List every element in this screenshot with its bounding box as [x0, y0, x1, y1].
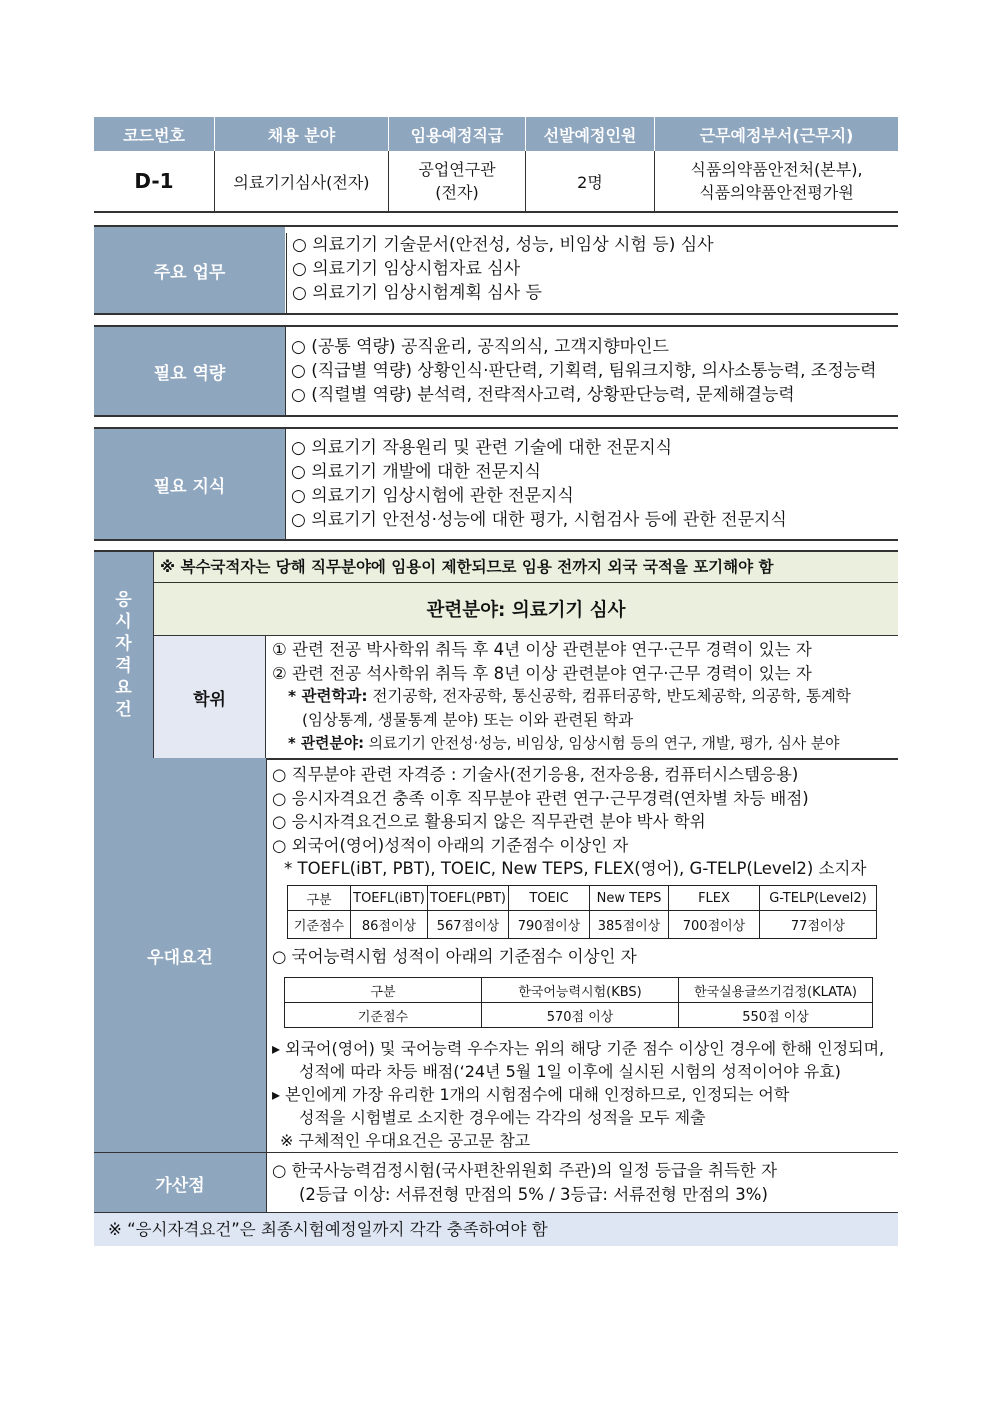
note-line: ※ 구체적인 우대요건은 공고문 참고: [280, 1131, 531, 1150]
divider: [285, 327, 286, 415]
preference-item: ○ 외국어(영어)성적이 아래의 기준점수 이상인 자: [272, 835, 629, 855]
knowledge-label: 필요 지식: [94, 429, 285, 539]
note-line: 성적을 시험별로 소지한 경우에는 각각의 성적을 모두 제출: [299, 1108, 706, 1127]
side-char: 시: [115, 612, 132, 632]
position-header-table: [94, 117, 898, 213]
col-header-headcount: 선발예정인원: [526, 117, 654, 151]
korean-item: ○ 국어능력시험 성적이 아래의 기준점수 이상인 자: [272, 947, 637, 966]
grade-value: [389, 151, 525, 211]
knowledge-content: [286, 436, 787, 532]
duties-label: 주요 업무: [94, 227, 285, 313]
note-line: ▸ 외국어(영어) 및 국어능력 우수자는 위의 해당 기준 점수 이상인 경우에 한해 인정되며,: [272, 1039, 885, 1058]
preference-item: ○ 응시자격요건 충족 이후 직무분야 관련 연구·근무경력(연차별 차등 배점): [272, 788, 809, 808]
duties-section: [94, 225, 898, 315]
related-field-title: 관련분야: 의료기기 심사: [154, 583, 898, 635]
related-depts-prefix: * 관련학과:: [288, 687, 368, 705]
divider: [654, 151, 655, 211]
knowledge-item: ○ 의료기기 작용원리 및 관련 기술에 대한 전문지식: [291, 438, 673, 458]
eng-header: TOEFL(PBT): [428, 886, 509, 911]
related-depts-cont: (임상통계, 생물통계 분야) 또는 이와 관련된 학과: [302, 710, 634, 729]
english-score-table: [287, 885, 877, 939]
code-value: D-1: [134, 169, 174, 193]
preference-content: [272, 763, 866, 881]
toefl-note: * TOEFL(iBT, PBT), TOEIC, New TEPS, FLEX(영어), G-TELP(Level2) 소지자: [284, 859, 867, 878]
side-char: 자: [115, 634, 132, 654]
related-fields-text: 의료기기 안전성·성능, 비임상, 임상시험 등의 연구, 개발, 평가, 심사 분야: [363, 735, 840, 752]
competency-item: ○ (직급별 역량) 상황인식·판단력, 기획력, 팀워크지향, 의사소통능력, 조정능력: [291, 361, 877, 381]
competency-content: [286, 335, 877, 407]
duty-item: ○ 의료기기 임상시험계획 심사 등: [292, 283, 542, 303]
bonus-content: [272, 1159, 777, 1207]
dept-line-1: 식품의약품안전처(본부),: [690, 160, 863, 179]
bonus-line: (2등급 이상: 서류전형 만점의 5% / 3등급: 서류전형 만점의 3%): [299, 1185, 768, 1204]
duty-item: ○ 의료기기 임상시험자료 심사: [292, 259, 521, 279]
col-header-code: 코드번호: [94, 117, 214, 151]
duty-item: ○ 의료기기 기술문서(안전성, 성능, 비임상 시험 등) 심사: [292, 235, 714, 255]
preference-item: ○ 직무분야 관련 자격증 : 기술사(전기응용, 전자응용, 컴퓨터시스템응용): [272, 765, 799, 784]
duties-content: [286, 233, 714, 313]
eng-header: FLEX: [669, 886, 760, 911]
bonus-label: 가산점: [94, 1153, 266, 1213]
side-char: 건: [115, 700, 132, 720]
eng-header: G-TELP(Level2): [760, 886, 877, 911]
related-depts: [272, 685, 851, 709]
eng-cell: 86점이상: [351, 911, 428, 939]
competency-label: 필요 역량: [94, 327, 285, 415]
knowledge-item: ○ 의료기기 개발에 대한 전문지식: [291, 462, 541, 482]
eng-cell: 700점이상: [669, 911, 760, 939]
eng-cell: 385점이상: [590, 911, 669, 939]
footer-note: ※ “응시자격요건”은 최종시험예정일까지 각각 충족하여야 함: [94, 1213, 898, 1246]
related-fields: [272, 732, 851, 756]
knowledge-section: [94, 427, 898, 541]
bonus-section: [94, 1153, 898, 1213]
related-fields-prefix: * 관련분야:: [288, 735, 364, 752]
preference-label: 우대요건: [94, 758, 266, 1153]
note-line: ▸ 본인에게 가장 유리한 1개의 시험점수에 대해 인정하므로, 인정되는 어학: [272, 1085, 790, 1104]
eng-header: TOEIC: [509, 886, 590, 911]
bonus-line: ○ 한국사능력검정시험(국사편찬위원회 주관)의 일정 등급을 취득한 자: [272, 1161, 778, 1180]
divider: [266, 1153, 267, 1213]
knowledge-item: ○ 의료기기 안전성·성능에 대한 평가, 시험검사 등에 관한 전문지식: [291, 510, 787, 530]
degree-content: [272, 638, 851, 756]
col-header-field: 채용 분야: [215, 117, 388, 151]
grade-line-2: (전자): [435, 183, 479, 202]
eng-cell: 567점이상: [428, 911, 509, 939]
grade-line-1: 공업연구관: [418, 160, 496, 179]
dept-line-2: 식품의약품안전평가원: [699, 183, 854, 202]
divider: [265, 636, 266, 758]
kor-cell: 550점 이상: [679, 1003, 873, 1028]
competency-section: [94, 325, 898, 417]
preference-notes: [272, 1037, 884, 1152]
divider: [94, 211, 898, 213]
eng-header: TOEFL(iBT): [351, 886, 428, 911]
preference-section: [94, 758, 898, 1153]
qualification-section: [94, 550, 898, 758]
field-value: 의료기기심사(전자): [233, 172, 370, 192]
side-char: 요: [115, 678, 132, 698]
related-depts-text: 전기공학, 전자공학, 통신공학, 컴퓨터공학, 반도체공학, 의공학, 통계학: [367, 687, 851, 705]
side-char: 응: [115, 590, 132, 610]
competency-item: ○ (공통 역량) 공직윤리, 공직의식, 고객지향마인드: [291, 337, 669, 357]
korean-score-table: [284, 977, 873, 1028]
side-char: 격: [115, 656, 132, 676]
note-line: 성적에 따라 차등 배점(‘24년 5월 1일 이후에 실시된 시험의 성적이어야 유효): [299, 1062, 841, 1081]
kor-header: 구분: [285, 978, 482, 1003]
kor-header: 한국실용글쓰기검정(KLATA): [679, 978, 873, 1003]
divider: [266, 758, 267, 1153]
divider: [525, 151, 526, 211]
headcount-value: 2명: [577, 172, 603, 192]
eng-cell: 790점이상: [509, 911, 590, 939]
competency-item: ○ (직렬별 역량) 분석력, 전략적사고력, 상황판단능력, 문제해결능력: [291, 385, 795, 405]
col-header-grade: 임용예정직급: [389, 117, 525, 151]
divider: [285, 429, 286, 539]
divider: [214, 151, 215, 211]
kor-cell: 기준점수: [285, 1003, 482, 1028]
dept-value: [655, 151, 898, 211]
dual-nationality-notice: ※ 복수국적자는 당해 직무분야에 임용이 제한되므로 임용 전까지 외국 국적을 포기해야 함: [154, 552, 898, 582]
kor-header: 한국어능력시험(KBS): [482, 978, 679, 1003]
eng-header: New TEPS: [590, 886, 669, 911]
qualification-side-label: [94, 552, 153, 758]
kor-cell: 570점 이상: [482, 1003, 679, 1028]
degree-item: ② 관련 전공 석사학위 취득 후 8년 이상 관련분야 연구·근무 경력이 있는 자: [272, 663, 812, 683]
eng-header: 구분: [288, 886, 351, 911]
knowledge-item: ○ 의료기기 임상시험에 관한 전문지식: [291, 486, 574, 506]
col-header-dept: 근무예정부서(근무지): [655, 117, 898, 151]
preference-item: ○ 응시자격요건으로 활용되지 않은 직무관련 분야 박사 학위: [272, 812, 706, 831]
degree-label: 학위: [154, 636, 265, 758]
eng-cell: 77점이상: [760, 911, 877, 939]
divider: [388, 151, 389, 211]
eng-cell: 기준점수: [288, 911, 351, 939]
degree-item: ① 관련 전공 박사학위 취득 후 4년 이상 관련분야 연구·근무 경력이 있는 자: [272, 640, 812, 659]
